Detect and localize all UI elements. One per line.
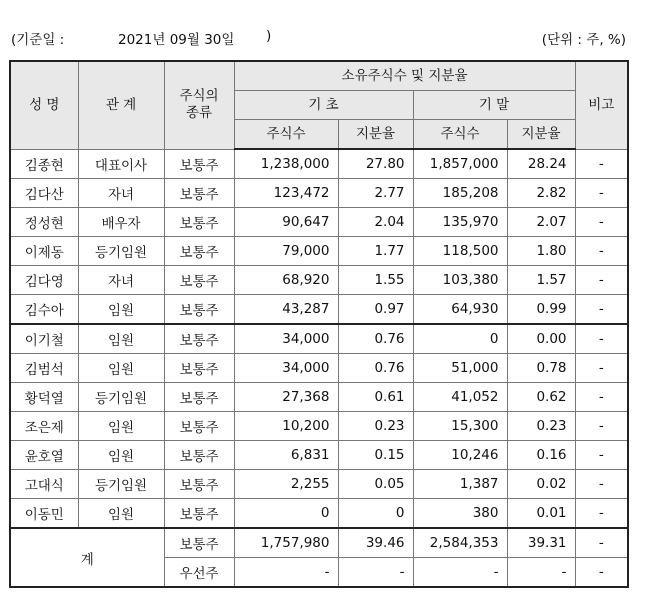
cell-end-ratio: 0.99 [507,295,575,325]
cell-name: 김다영 [10,266,78,295]
table-body [10,149,628,587]
cell-end-shares: 135,970 [413,208,507,237]
cell-end-shares: - [413,558,507,588]
cell-stock-type: 보통주 [164,324,234,354]
cell-stock-type: 보통주 [164,412,234,441]
cell-end-ratio: 0.02 [507,470,575,499]
cell-end-shares: 1,387 [413,470,507,499]
cell-relation: 대표이사 [78,149,164,179]
cell-name: 김범석 [10,354,78,383]
cell-begin-shares: 27,368 [234,383,338,412]
cell-name: 황덕열 [10,383,78,412]
cell-stock-type: 보통주 [164,237,234,266]
table-row [10,149,628,179]
cell-remark: - [575,412,628,441]
table-row [10,354,628,383]
base-date-value: 2021년 09월 30일 [118,32,235,48]
cell-begin-shares: 6,831 [234,441,338,470]
cell-relation: 자녀 [78,179,164,208]
cell-begin-ratio: 0.15 [338,441,413,470]
cell-stock-type: 보통주 [164,354,234,383]
cell-stock-type: 보통주 [164,266,234,295]
cell-begin-shares: 34,000 [234,324,338,354]
cell-begin-shares: 2,255 [234,470,338,499]
cell-stock-type: 보통주 [164,383,234,412]
cell-begin-shares: 123,472 [234,179,338,208]
cell-name: 김수아 [10,295,78,325]
cell-relation: 임원 [78,295,164,325]
cell-end-ratio: 0.62 [507,383,575,412]
table-row [10,295,628,325]
cell-end-ratio: 39.31 [507,528,575,558]
cell-end-shares: 0 [413,324,507,354]
cell-end-ratio: - [507,558,575,588]
col-remark: 비고 [575,61,628,149]
table-row [10,383,628,412]
cell-begin-shares: 79,000 [234,237,338,266]
cell-begin-ratio: 39.46 [338,528,413,558]
cell-end-ratio: 0.16 [507,441,575,470]
table-row [10,412,628,441]
cell-begin-shares: 1,238,000 [234,149,338,179]
table-row [10,470,628,499]
table-row [10,499,628,529]
col-end-ratio: 지분율 [507,120,575,150]
cell-relation: 자녀 [78,266,164,295]
cell-begin-shares: - [234,558,338,588]
cell-relation: 임원 [78,324,164,354]
cell-begin-shares: 68,920 [234,266,338,295]
cell-name: 이제동 [10,237,78,266]
cell-begin-shares: 1,757,980 [234,528,338,558]
cell-remark: - [575,499,628,529]
cell-remark: - [575,295,628,325]
cell-end-shares: 2,584,353 [413,528,507,558]
cell-begin-ratio: 2.77 [338,179,413,208]
cell-stock-type: 보통주 [164,179,234,208]
cell-name: 정성현 [10,208,78,237]
cell-relation: 임원 [78,412,164,441]
col-name: 성 명 [10,61,78,149]
table-row [10,324,628,354]
unit-label: (단위 : 주, %) [541,32,626,48]
cell-end-shares: 41,052 [413,383,507,412]
cell-relation: 등기임원 [78,470,164,499]
cell-remark: - [575,354,628,383]
cell-begin-ratio: 0.76 [338,324,413,354]
col-stock-type-label: 주식의 종류 [179,88,219,122]
cell-end-ratio: 1.80 [507,237,575,266]
cell-end-shares: 103,380 [413,266,507,295]
col-begin: 기 초 [234,91,413,120]
cell-name: 김종현 [10,149,78,179]
cell-begin-shares: 34,000 [234,354,338,383]
cell-begin-ratio: 1.77 [338,237,413,266]
table-row [10,237,628,266]
shareholding-table [9,60,629,588]
cell-begin-ratio: 1.55 [338,266,413,295]
cell-begin-ratio: 0.97 [338,295,413,325]
col-begin-shares: 주식수 [234,120,338,150]
cell-end-ratio: 1.57 [507,266,575,295]
cell-remark: - [575,441,628,470]
cell-remark: - [575,266,628,295]
cell-begin-ratio: - [338,558,413,588]
col-owned: 소유주식수 및 지분율 [234,61,575,91]
cell-stock-type: 우선주 [164,558,234,588]
cell-begin-shares: 90,647 [234,208,338,237]
cell-remark: - [575,383,628,412]
cell-begin-ratio: 27.80 [338,149,413,179]
cell-stock-type: 보통주 [164,441,234,470]
cell-relation: 임원 [78,441,164,470]
table-row [10,441,628,470]
cell-relation: 등기임원 [78,237,164,266]
cell-begin-ratio: 0.61 [338,383,413,412]
cell-begin-ratio: 0.23 [338,412,413,441]
cell-stock-type: 보통주 [164,499,234,529]
cell-remark: - [575,208,628,237]
cell-end-shares: 15,300 [413,412,507,441]
cell-relation: 임원 [78,499,164,529]
col-end: 기 말 [413,91,575,120]
col-begin-ratio: 지분율 [338,120,413,150]
cell-name: 이동민 [10,499,78,529]
cell-end-ratio: 28.24 [507,149,575,179]
cell-begin-ratio: 0.76 [338,354,413,383]
cell-stock-type: 보통주 [164,470,234,499]
cell-end-shares: 118,500 [413,237,507,266]
col-end-shares: 주식수 [413,120,507,150]
cell-remark: - [575,470,628,499]
cell-end-shares: 185,208 [413,179,507,208]
col-relation: 관 계 [78,61,164,149]
cell-end-shares: 51,000 [413,354,507,383]
cell-stock-type: 보통주 [164,528,234,558]
cell-begin-ratio: 0 [338,499,413,529]
cell-relation: 배우자 [78,208,164,237]
cell-remark: - [575,528,628,558]
cell-stock-type: 보통주 [164,149,234,179]
base-date-close: ) [266,28,272,44]
cell-name: 김다산 [10,179,78,208]
cell-end-ratio: 2.82 [507,179,575,208]
cell-end-ratio: 0.00 [507,324,575,354]
table-row [10,179,628,208]
cell-stock-type: 보통주 [164,295,234,325]
cell-begin-ratio: 0.05 [338,470,413,499]
cell-remark: - [575,149,628,179]
cell-end-shares: 10,246 [413,441,507,470]
cell-end-ratio: 0.23 [507,412,575,441]
cell-end-shares: 1,857,000 [413,149,507,179]
cell-relation: 임원 [78,354,164,383]
cell-end-shares: 380 [413,499,507,529]
cell-end-ratio: 2.07 [507,208,575,237]
cell-begin-shares: 0 [234,499,338,529]
table-row [10,208,628,237]
base-date-label: (기준일 : [11,32,65,48]
cell-relation: 등기임원 [78,383,164,412]
cell-end-ratio: 0.78 [507,354,575,383]
cell-remark: - [575,179,628,208]
col-stock-type [164,61,234,149]
table-row [10,266,628,295]
cell-name: 조은제 [10,412,78,441]
total-row [10,528,628,558]
cell-begin-shares: 43,287 [234,295,338,325]
cell-name: 고대식 [10,470,78,499]
cell-begin-ratio: 2.04 [338,208,413,237]
cell-remark: - [575,237,628,266]
cell-stock-type: 보통주 [164,208,234,237]
cell-remark: - [575,558,628,588]
cell-name: 이기철 [10,324,78,354]
cell-remark: - [575,324,628,354]
cell-end-shares: 64,930 [413,295,507,325]
cell-name: 윤호열 [10,441,78,470]
cell-end-ratio: 0.01 [507,499,575,529]
cell-begin-shares: 10,200 [234,412,338,441]
total-label: 계 [10,528,164,587]
